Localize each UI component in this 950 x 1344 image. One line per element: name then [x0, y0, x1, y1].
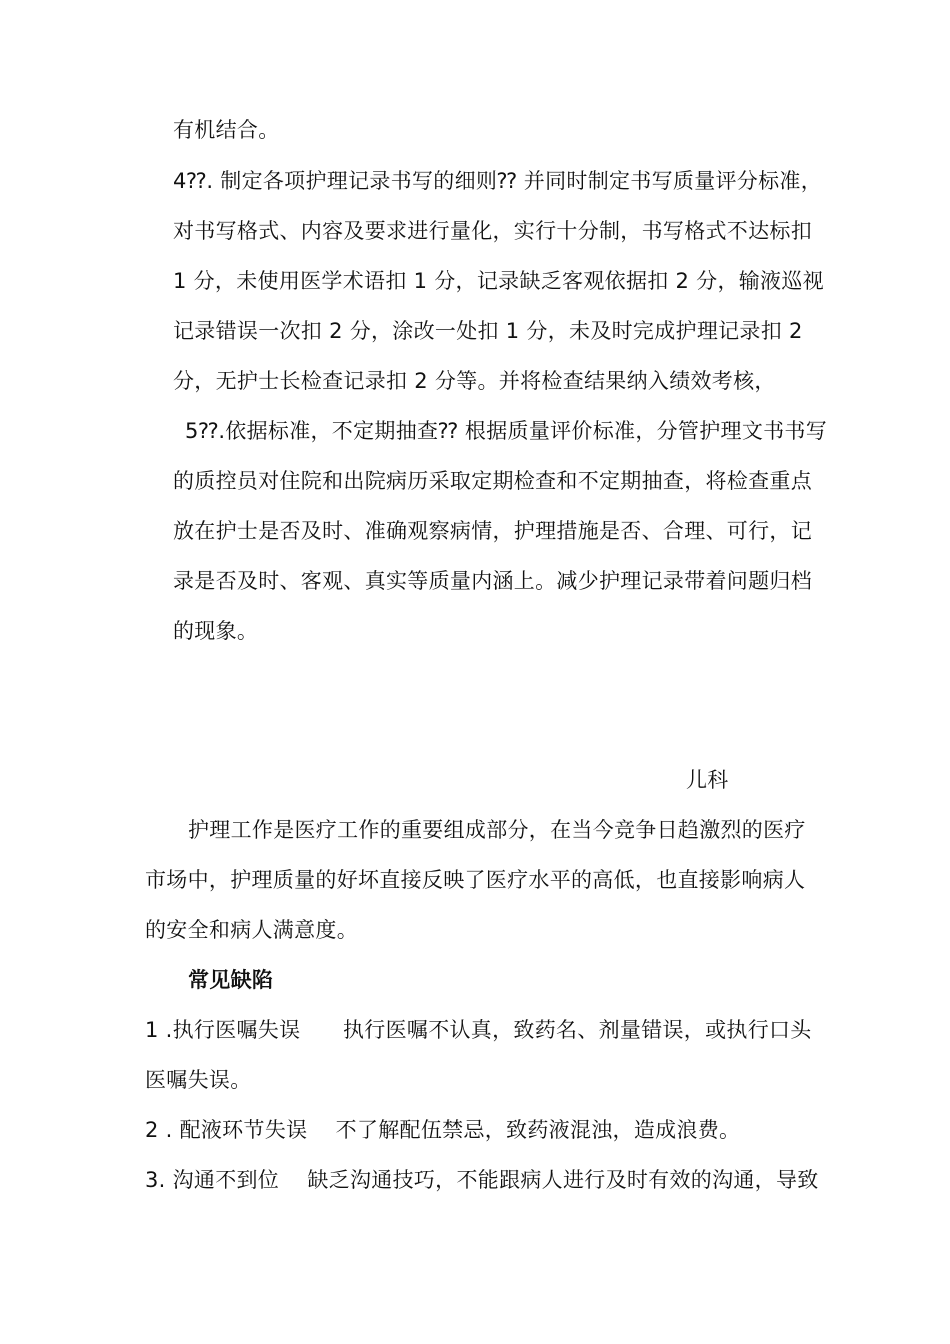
- text-line: 4⁇. 制定各项护理记录书写的细则⁇ 并同时制定书写质量评分标准，: [173, 169, 823, 193]
- intro-paragraph-line: 的安全和病人满意度。: [145, 918, 358, 942]
- text-line: 有机结合。: [173, 118, 280, 142]
- intro-paragraph-line: 市场中，护理质量的好坏直接反映了医疗水平的高低，也直接影响病人: [145, 868, 806, 892]
- department-title: 儿科: [686, 768, 729, 792]
- list-item: 3. 沟通不到位 缺乏沟通技巧，不能跟病人进行及时有效的沟通，导致: [145, 1168, 819, 1192]
- list-item: 1 .执行医嘱失误 执行医嘱不认真，致药名、剂量错误，或执行口头: [145, 1018, 812, 1042]
- text-line: 记录错误一次扣 2 分，涂改一处扣 1 分，未及时完成护理记录扣 2: [173, 319, 803, 343]
- list-item: 2 . 配液环节失误 不了解配伍禁忌，致药液混浊，造成浪费。: [145, 1118, 741, 1142]
- text-line: 录是否及时、客观、真实等质量内涵上。减少护理记录带着问题归档: [173, 569, 812, 593]
- intro-paragraph-line: 护理工作是医疗工作的重要组成部分，在当今竞争日趋激烈的医疗: [188, 818, 806, 842]
- text-line: 1 分，未使用医学术语扣 1 分，记录缺乏客观依据扣 2 分，输液巡视: [173, 269, 824, 293]
- text-line: 放在护士是否及时、准确观察病情，护理措施是否、合理、可行，记: [173, 519, 812, 543]
- list-item-continuation: 医嘱失误。: [145, 1068, 252, 1092]
- text-line: 分，无护士长检查记录扣 2 分等。并将检查结果纳入绩效考核，: [173, 369, 776, 393]
- text-line: 对书写格式、内容及要求进行量化，实行十分制，书写格式不达标扣: [173, 219, 812, 243]
- section-heading: 常见缺陷: [188, 968, 274, 992]
- text-line: 的现象。: [173, 619, 259, 643]
- text-line: 5⁇.依据标准，不定期抽查⁇ 根据质量评价标准，分管护理文书书写: [185, 419, 828, 443]
- text-line: 的质控员对住院和出院病历采取定期检查和不定期抽查，将检查重点: [173, 469, 812, 493]
